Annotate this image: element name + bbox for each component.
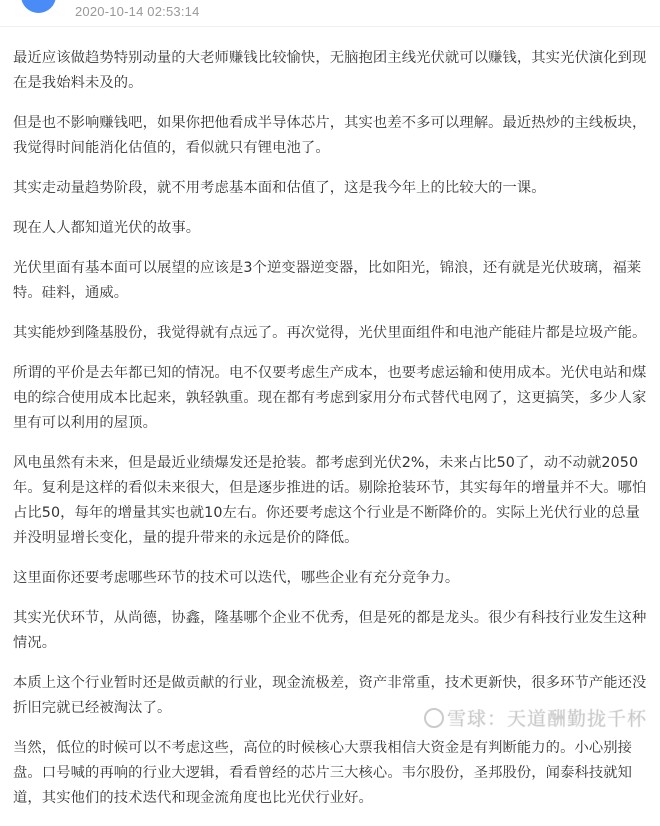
post-header: [0, 0, 660, 27]
paragraph: 本质上这个行业暂时还是做贡献的行业，现金流极差，资产非常重，技术更新快，很多环节产能还没折旧完就已经被淘汰了。: [13, 675, 647, 716]
paragraph: 风电虽然有未来，但是最近业绩爆发还是抢装。都考虑到光伏2%，未来占比50了，动不动就2050年。复利是这样的看似未来很大，但是逐步推进的话。剔除抢装环节，其实每年的增量并不大。哪怕占比50，每年的增量其实也就10左右。你还要考虑这个行业是不断降价的。实际上光伏行业的总量并没明显增长变化，量的提升带来的永远是价的降低。: [13, 455, 647, 546]
paragraph: 但是也不影响赚钱吧，如果你把他看成半导体芯片，其实也差不多可以理解。最近热炒的主线板块，我觉得时间能消化估值的，看似就只有锂电池了。: [13, 115, 647, 156]
avatar[interactable]: [21, 0, 56, 13]
watermark: [424, 704, 647, 731]
paragraph: 所谓的平价是去年都已知的情况。电不仅要考虑生产成本，也要考虑运输和使用成本。光伏电站和煤电的综合使用成本比起来，孰轻孰重。现在都有考虑到家用分布式替代电网了，这更搞笑，多少人家里有可以利用的屋顶。: [13, 365, 647, 431]
paragraph: 最近应该做趋势特别动量的大老师赚钱比较愉快，无脑抱团主线光伏就可以赚钱，其实光伏演化到现在是我始料未及的。: [13, 50, 647, 91]
watermark-text: 雪球：天道酬勤拢千杯: [447, 708, 648, 730]
post-timestamp: 2020-10-14 02:53:14: [75, 4, 200, 19]
paragraph: 其实能炒到隆基股份，我觉得就有点远了。再次觉得，光伏里面组件和电池产能硅片都是垃圾产能。: [13, 325, 647, 341]
paragraph: 光伏里面有基本面可以展望的应该是3个逆变器逆变器，比如阳光，锦浪，还有就是光伏玻璃，福莱特。硅料，通威。: [13, 260, 642, 301]
paragraph: 其实光伏环节，从尚德，协鑫，隆基哪个企业不优秀，但是死的都是龙头。很少有科技行业发生这种情况。: [13, 610, 647, 651]
paragraph: 这里面你还要考虑哪些环节的技术可以迭代，哪些企业有充分竞争力。: [13, 570, 460, 586]
xueqiu-logo-icon: [424, 708, 444, 728]
paragraph: 当然，低位的时候可以不考虑这些，高位的时候核心大票我相信大资金是有判断能力的。小心别接盘。口号喊的再响的行业大逻辑，看看曾经的芯片三大核心。韦尔股份，圣邦股份，闻泰科技就知道，其实他们的技术迭代和现金流角度也比光伏行业好。: [13, 740, 633, 806]
paragraph: 现在人人都知道光伏的故事。: [13, 220, 201, 236]
paragraph: 其实走动量趋势阶段，就不用考虑基本面和估值了，这是我今年上的比较大的一课。: [13, 180, 546, 196]
